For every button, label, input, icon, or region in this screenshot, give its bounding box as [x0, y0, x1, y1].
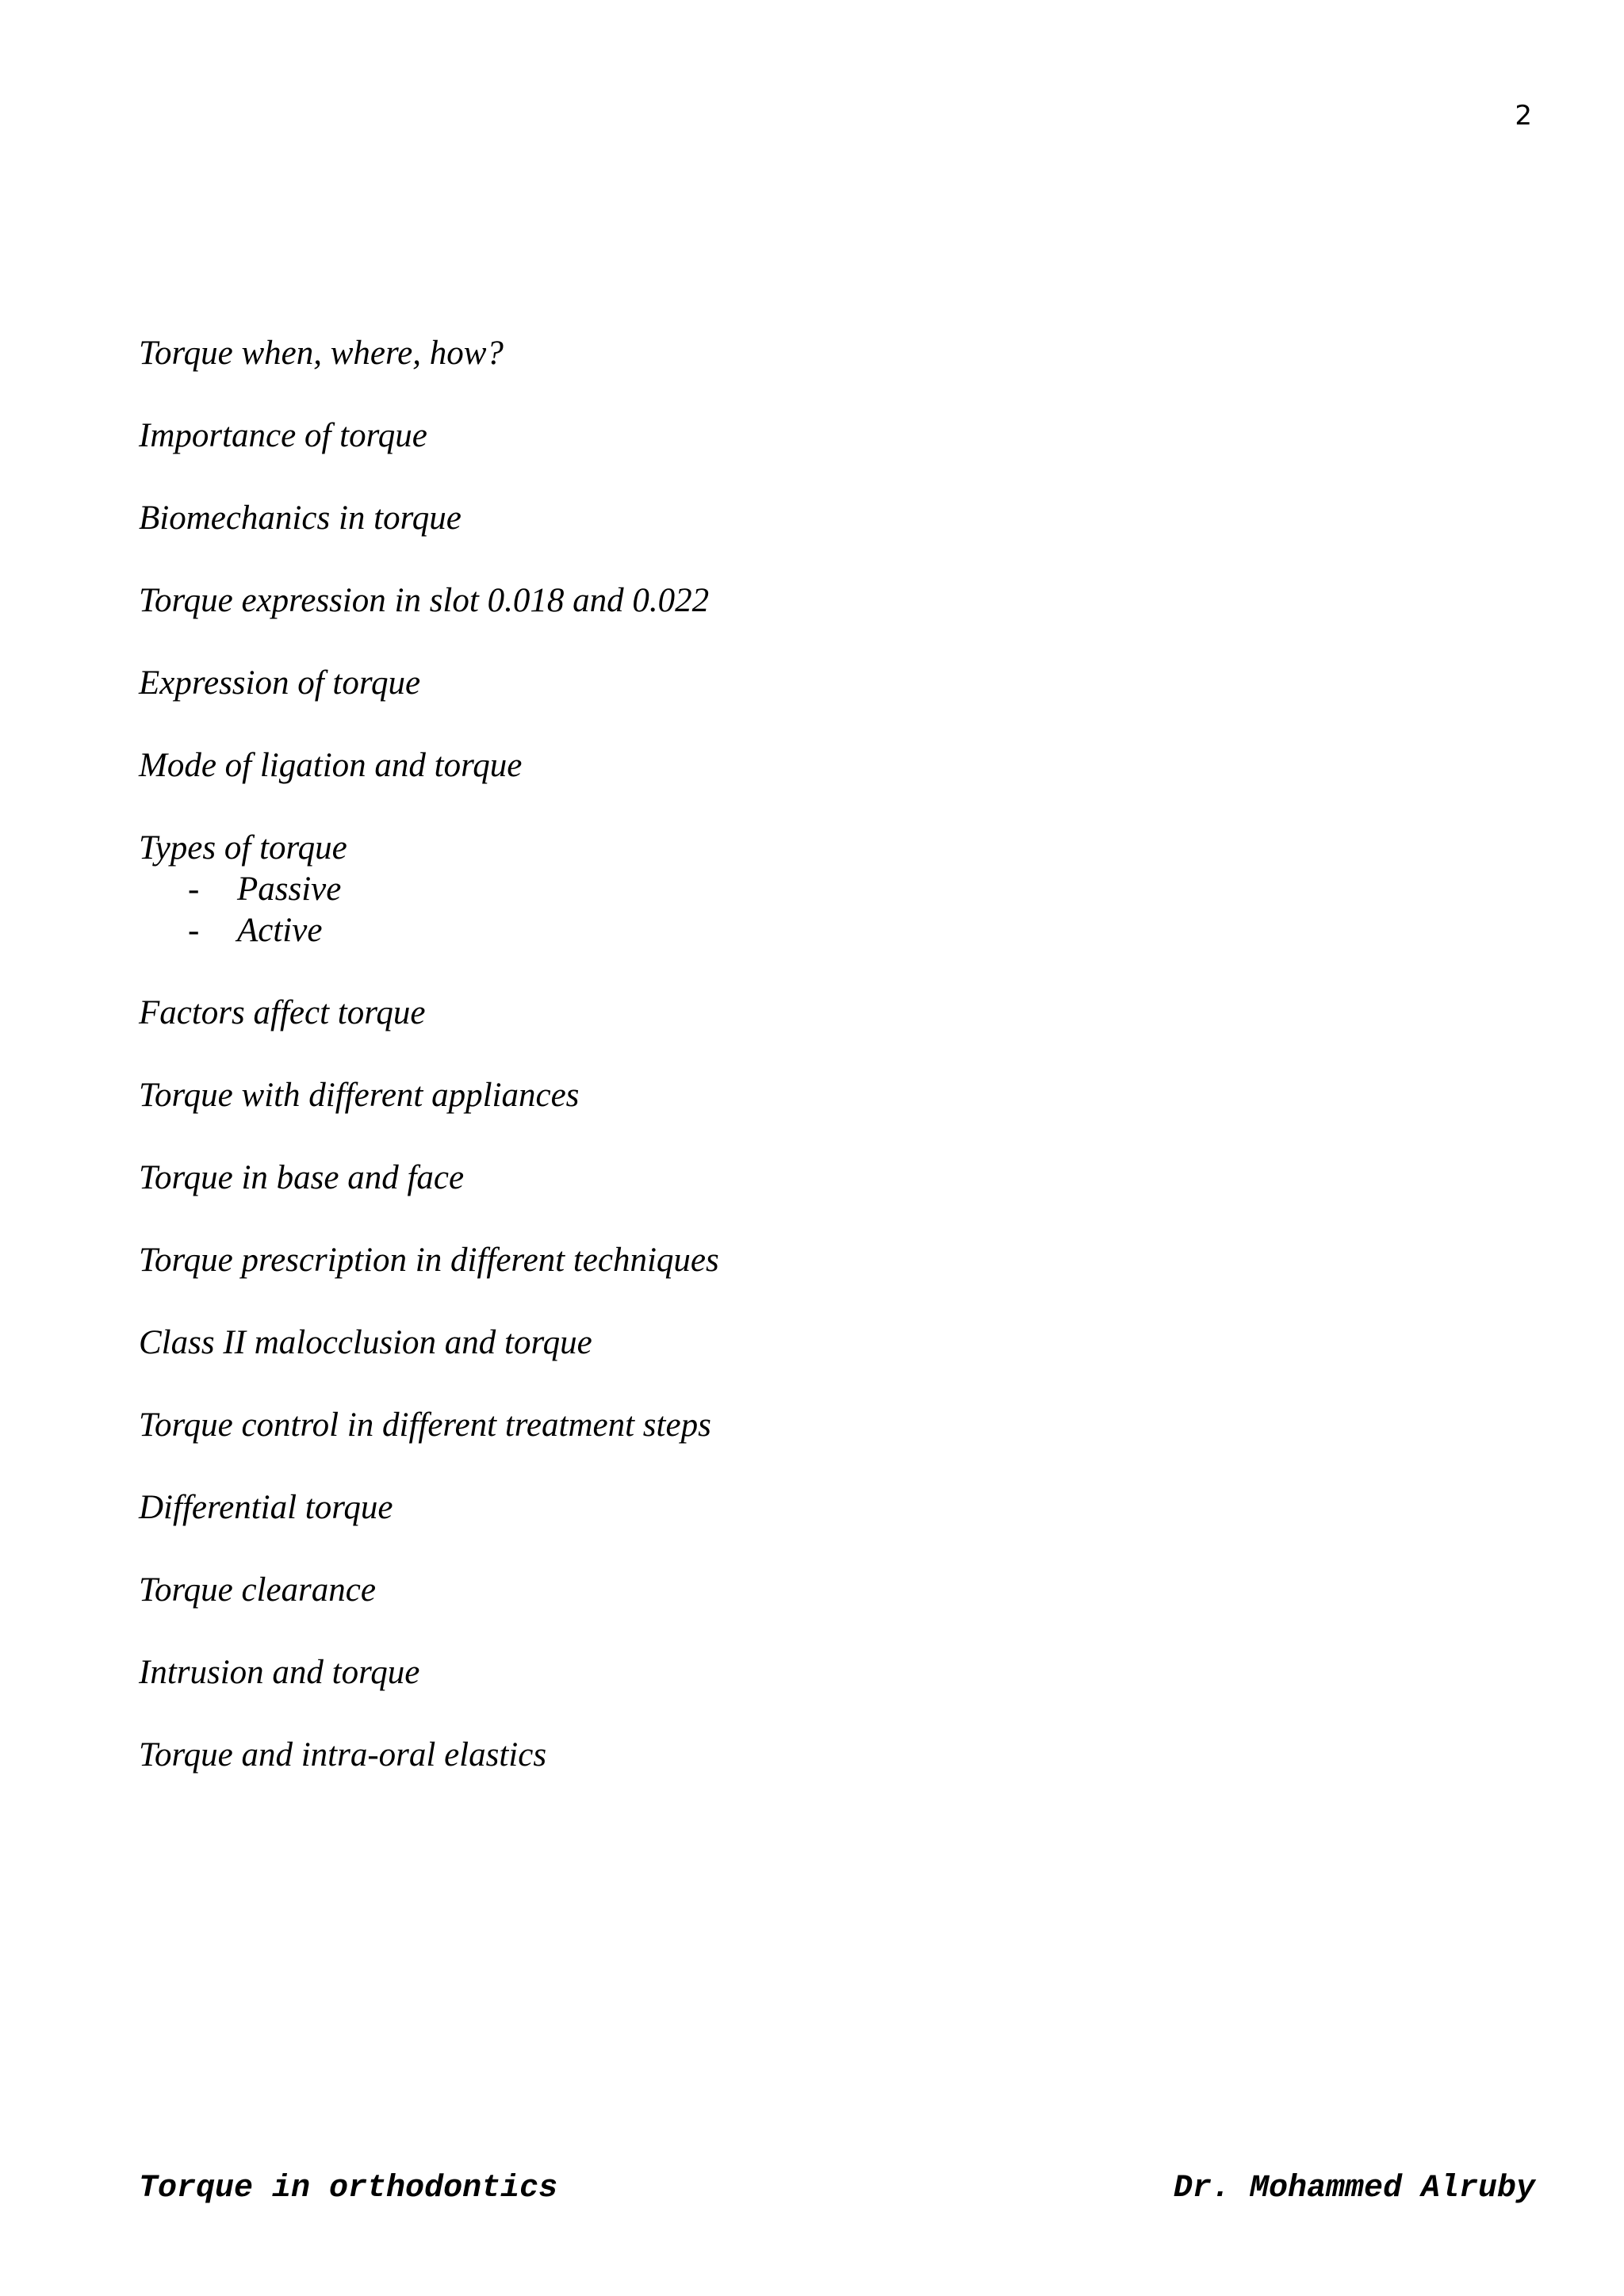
- toc-item: Torque expression in slot 0.018 and 0.022: [139, 582, 710, 619]
- toc-item: Intrusion and torque: [139, 1654, 420, 1691]
- dash-bullet: -: [188, 912, 200, 949]
- toc-item: Torque in base and face: [139, 1159, 465, 1196]
- footer-author: Dr. Mohammed Alruby: [1173, 2171, 1535, 2206]
- toc-item-label: Types of torque: [139, 829, 347, 867]
- page-footer: [139, 2171, 1535, 2206]
- dash-bullet: -: [188, 871, 200, 908]
- toc-item: Torque with different appliances: [139, 1077, 580, 1114]
- toc-item: Torque prescription in different techniques: [139, 1242, 719, 1279]
- toc-item: Differential torque: [139, 1489, 393, 1526]
- toc-item: Torque when, where, how?: [139, 335, 504, 372]
- table-of-contents: [139, 333, 1487, 1817]
- toc-item-types-of-torque: [139, 828, 1487, 951]
- toc-item: Mode of ligation and torque: [139, 747, 523, 784]
- toc-item: Torque control in different treatment steps: [139, 1406, 711, 1444]
- toc-item: Factors affect torque: [139, 994, 426, 1031]
- toc-sub-item-label: Passive: [237, 871, 342, 908]
- toc-item: Expression of torque: [139, 664, 421, 702]
- toc-item: Torque and intra-oral elastics: [139, 1736, 547, 1774]
- toc-item: Biomechanics in torque: [139, 499, 462, 537]
- toc-sub-item-passive: [139, 869, 1487, 910]
- footer-document-title: Torque in orthodontics: [139, 2171, 558, 2206]
- page-number: 2: [1515, 100, 1532, 132]
- toc-sub-list: [139, 869, 1487, 951]
- toc-item: Importance of torque: [139, 417, 427, 454]
- toc-item: Class II malocclusion and torque: [139, 1324, 592, 1361]
- toc-item: Torque clearance: [139, 1571, 376, 1609]
- toc-sub-item-label: Active: [237, 912, 323, 949]
- toc-sub-item-active: [139, 910, 1487, 951]
